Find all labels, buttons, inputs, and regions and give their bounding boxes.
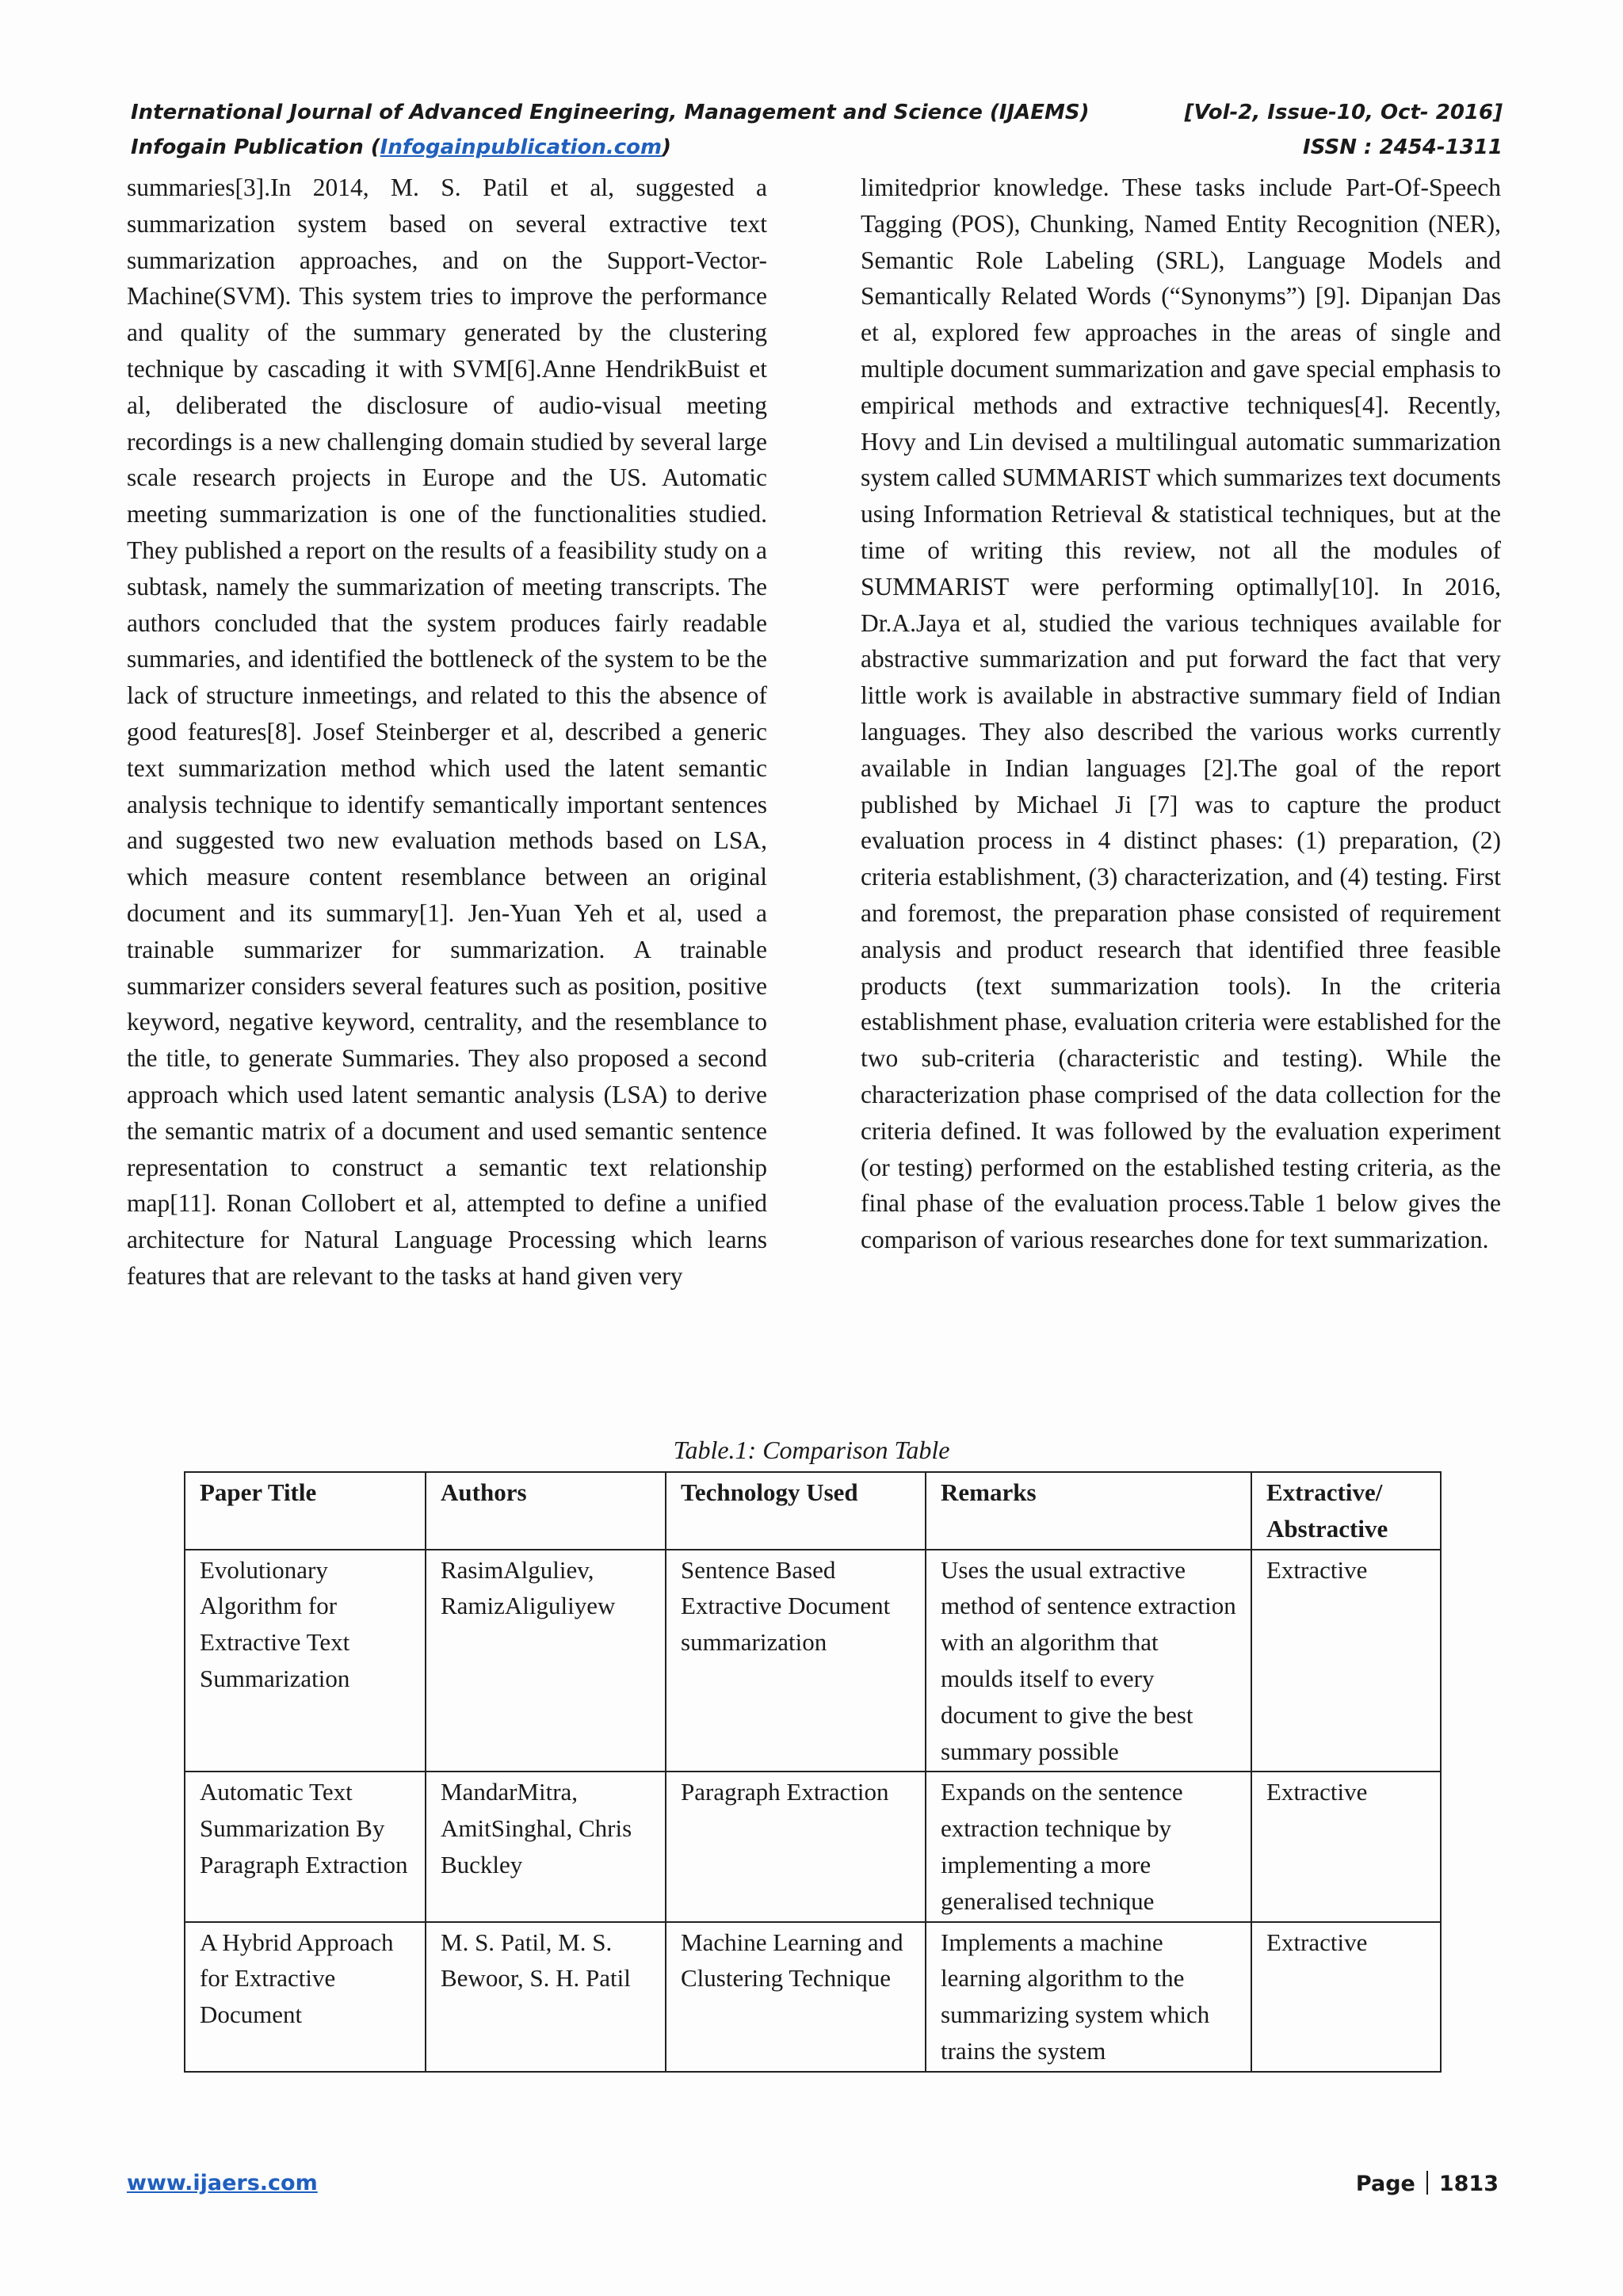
header-type: Extractive/ Abstractive [1251, 1472, 1441, 1550]
cell-paper-title: Automatic Text Summarization By Paragraph Extraction [185, 1772, 426, 1921]
cell-technology: Paragraph Extraction [666, 1772, 926, 1921]
publisher-suffix: ) [662, 135, 671, 159]
table-header-row [185, 1472, 1441, 1550]
cell-technology: Machine Learning and Clustering Technique [666, 1922, 926, 2072]
publisher-link[interactable]: Infogainpublication.com [380, 135, 663, 159]
cell-type: Extractive [1251, 1550, 1441, 1772]
page-label: Page [1355, 2172, 1415, 2196]
cell-technology: Sentence Based Extractive Document summarization [666, 1550, 926, 1772]
header-remarks: Remarks [926, 1472, 1251, 1550]
cell-authors: M. S. Patil, M. S. Bewoor, S. H. Patil [426, 1922, 666, 2072]
header-technology: Technology Used [666, 1472, 926, 1550]
journal-title: International Journal of Advanced Engineering, Management and Science (IJAEMS) [131, 101, 1090, 124]
page-separator [1426, 2171, 1428, 2195]
cell-remarks: Expands on the sentence extraction technique by implementing a more generalised technique [926, 1772, 1251, 1921]
table-row [185, 1550, 1441, 1772]
cell-authors: RasimAlguliev, RamizAliguliyew [426, 1550, 666, 1772]
cell-type: Extractive [1251, 1772, 1441, 1921]
cell-type: Extractive [1251, 1922, 1441, 2072]
publisher-line [131, 132, 671, 163]
cell-remarks: Uses the usual extractive method of sentence extraction with an algorithm that moulds itself to every document to give the best summary possible [926, 1550, 1251, 1772]
issn: ISSN : 2454-1311 [1303, 135, 1503, 159]
body-column-right: limitedprior knowledge. These tasks include Part-Of-Speech Tagging (POS), Chunking, Named Entity Recognition (NER), Semantic Role Labeling (SRL), Language Models and Semantically Related Words (“Synonyms”) [9]. Dipanjan Das et al, explored few approaches in the areas of single and multiple document summarization and gave special emphasis to empirical methods and extractive techniques[4]. Recently, Hovy and Lin devised a multilingual automatic summarization system called SUMMARIST which summarizes text documents using Information Retrieval & statistical techniques, but at the time of writing this review, not all the modules of SUMMARIST were performing optimally[10]. In 2016, Dr.A.Jaya et al, studied the various techniques available for abstractive summarization and put forward the fact that very little work is available in abstractive summary field of Indian languages. They also described the various works currently available in Indian languages [2].The goal of the report published by Michael Ji [7] was to capture the product evaluation process in 4 distinct phases: (1) preparation, (2) criteria establishment, (3) characterization, and (4) testing. First and foremost, the preparation phase consisted of requirement analysis and product research that identified three feasible products (text summarization tools). In the criteria establishment phase, evaluation criteria were established for the two sub-criteria (characteristic and testing). While the characterization phase comprised of the data collection for the criteria defined. It was followed by the evaluation experiment (or testing) performed on the established testing criteria, as the final phase of the evaluation process.Table 1 below gives the comparison of various researches done for text summarization. [861, 174, 1501, 1254]
comparison-table [184, 1471, 1442, 2073]
cell-paper-title: Evolutionary Algorithm for Extractive Text Summarization [185, 1550, 426, 1772]
table-row [185, 1772, 1441, 1921]
page-number-value: 1813 [1438, 2172, 1499, 2196]
body-column-left: summaries[3].In 2014, M. S. Patil et al, suggested a summarization system based on several extractive text summarization approaches, and on the Support-Vector-Machine(SVM). This system tries to improve the performance and quality of the summary generated by the clustering technique by cascading it with SVM[6].Anne HendrikBuist et al, deliberated the disclosure of audio-visual meeting recordings is a new challenging domain studied by several large scale research projects in Europe and the US. Automatic meeting summarization is one of the functionalities studied. They published a report on the results of a feasibility study on a subtask, namely the summarization of meeting transcripts. The authors concluded that the system produces fairly readable summaries, and identified the bottleneck of the system to be the lack of structure inmeetings, and related to this the absence of good features[8]. Josef Steinberger et al, described a generic text summarization method which used the latent semantic analysis technique to identify semantically important sentences and suggested two new evaluation methods based on LSA, which measure content resemblance between an original document and its summary[1]. Jen-Yuan Yeh et al, used a trainable summarizer for summarization. A trainable summarizer considers several features such as position, positive keyword, negative keyword, centrality, and the resemblance to the title, to generate Summaries. They also proposed a second approach which used latent semantic analysis (LSA) to derive the semantic matrix of a document and used semantic sentence representation to construct a semantic text relationship map[11]. Ronan Collobert et al, attempted to define a unified architecture for Natural Language Processing which learns features that are relevant to the tasks at hand given very [127, 174, 767, 1290]
header-authors: Authors [426, 1472, 666, 1550]
header-paper-title: Paper Title [185, 1472, 426, 1550]
cell-remarks: Implements a machine learning algorithm to the summarizing system which trains the system [926, 1922, 1251, 2072]
footer-url-link[interactable]: www.ijaers.com [127, 2171, 318, 2195]
page-number [1356, 2171, 1499, 2196]
cell-paper-title: A Hybrid Approach for Extractive Document [185, 1922, 426, 2072]
cell-authors: MandarMitra, AmitSinghal, Chris Buckley [426, 1772, 666, 1921]
publisher-prefix: Infogain Publication ( [131, 135, 380, 159]
volume-info: [Vol-2, Issue-10, Oct- 2016] [1184, 101, 1503, 124]
table-caption: Table.1: Comparison Table [673, 1436, 950, 1464]
table-row [185, 1922, 1441, 2072]
